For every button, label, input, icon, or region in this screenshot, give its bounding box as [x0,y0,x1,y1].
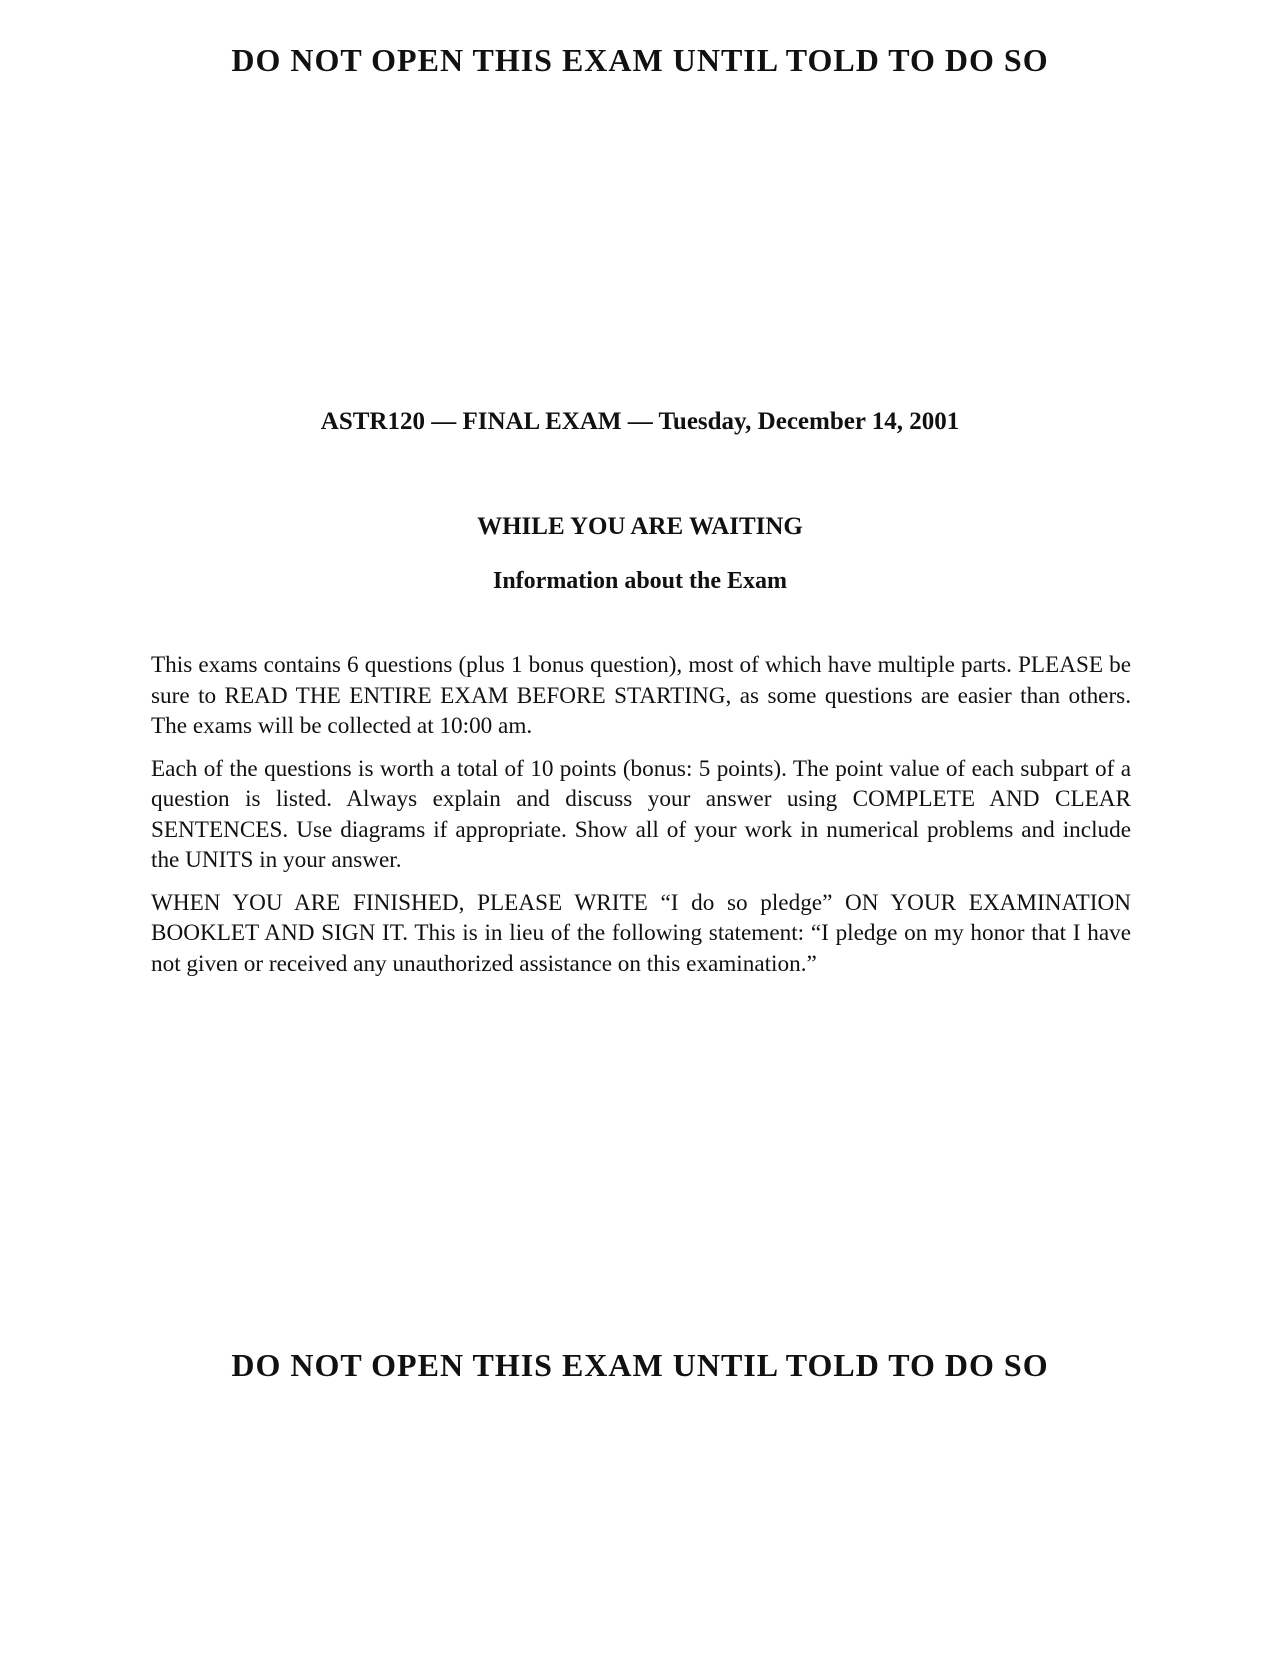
warning-header-top: DO NOT OPEN THIS EXAM UNTIL TOLD TO DO SO [231,42,1049,78]
instructions-paragraph-1: This exams contains 6 questions (plus 1 bonus question), most of which have multiple parts. PLEASE be sure to READ THE ENTIRE EXAM BEFORE STARTING, as some questions are easier than others. The exams will be collected at 10:00 am. [151,652,1131,739]
warning-header-bottom: DO NOT OPEN THIS EXAM UNTIL TOLD TO DO SO [231,1347,1049,1383]
exam-title-line: ASTR120 — FINAL EXAM — Tuesday, December 14, 2001 [320,408,960,435]
instructions-body [151,650,1131,991]
instructions-paragraph-2: Each of the questions is worth a total of 10 points (bonus: 5 points). The point value of each subpart of a question is listed. Always explain and discuss your answer using COMPLETE AND CLEAR SENTENCES. Use diagrams if appropriate. Show all of your work in numerical problems and include the UNITS in your answer. [151,755,1131,873]
section-heading-waiting: WHILE YOU ARE WAITING [477,513,803,540]
section-heading-info: Information about the Exam [492,568,787,594]
instructions-paragraph-3: WHEN YOU ARE FINISHED, PLEASE WRITE “I do so pledge” ON YOUR EXAMINATION BOOKLET AND SIGN IT. This is in lieu of the following statement: “I pledge on my honor that I have not given or received any unauthorized assistance on this examination.” [151,889,1131,977]
